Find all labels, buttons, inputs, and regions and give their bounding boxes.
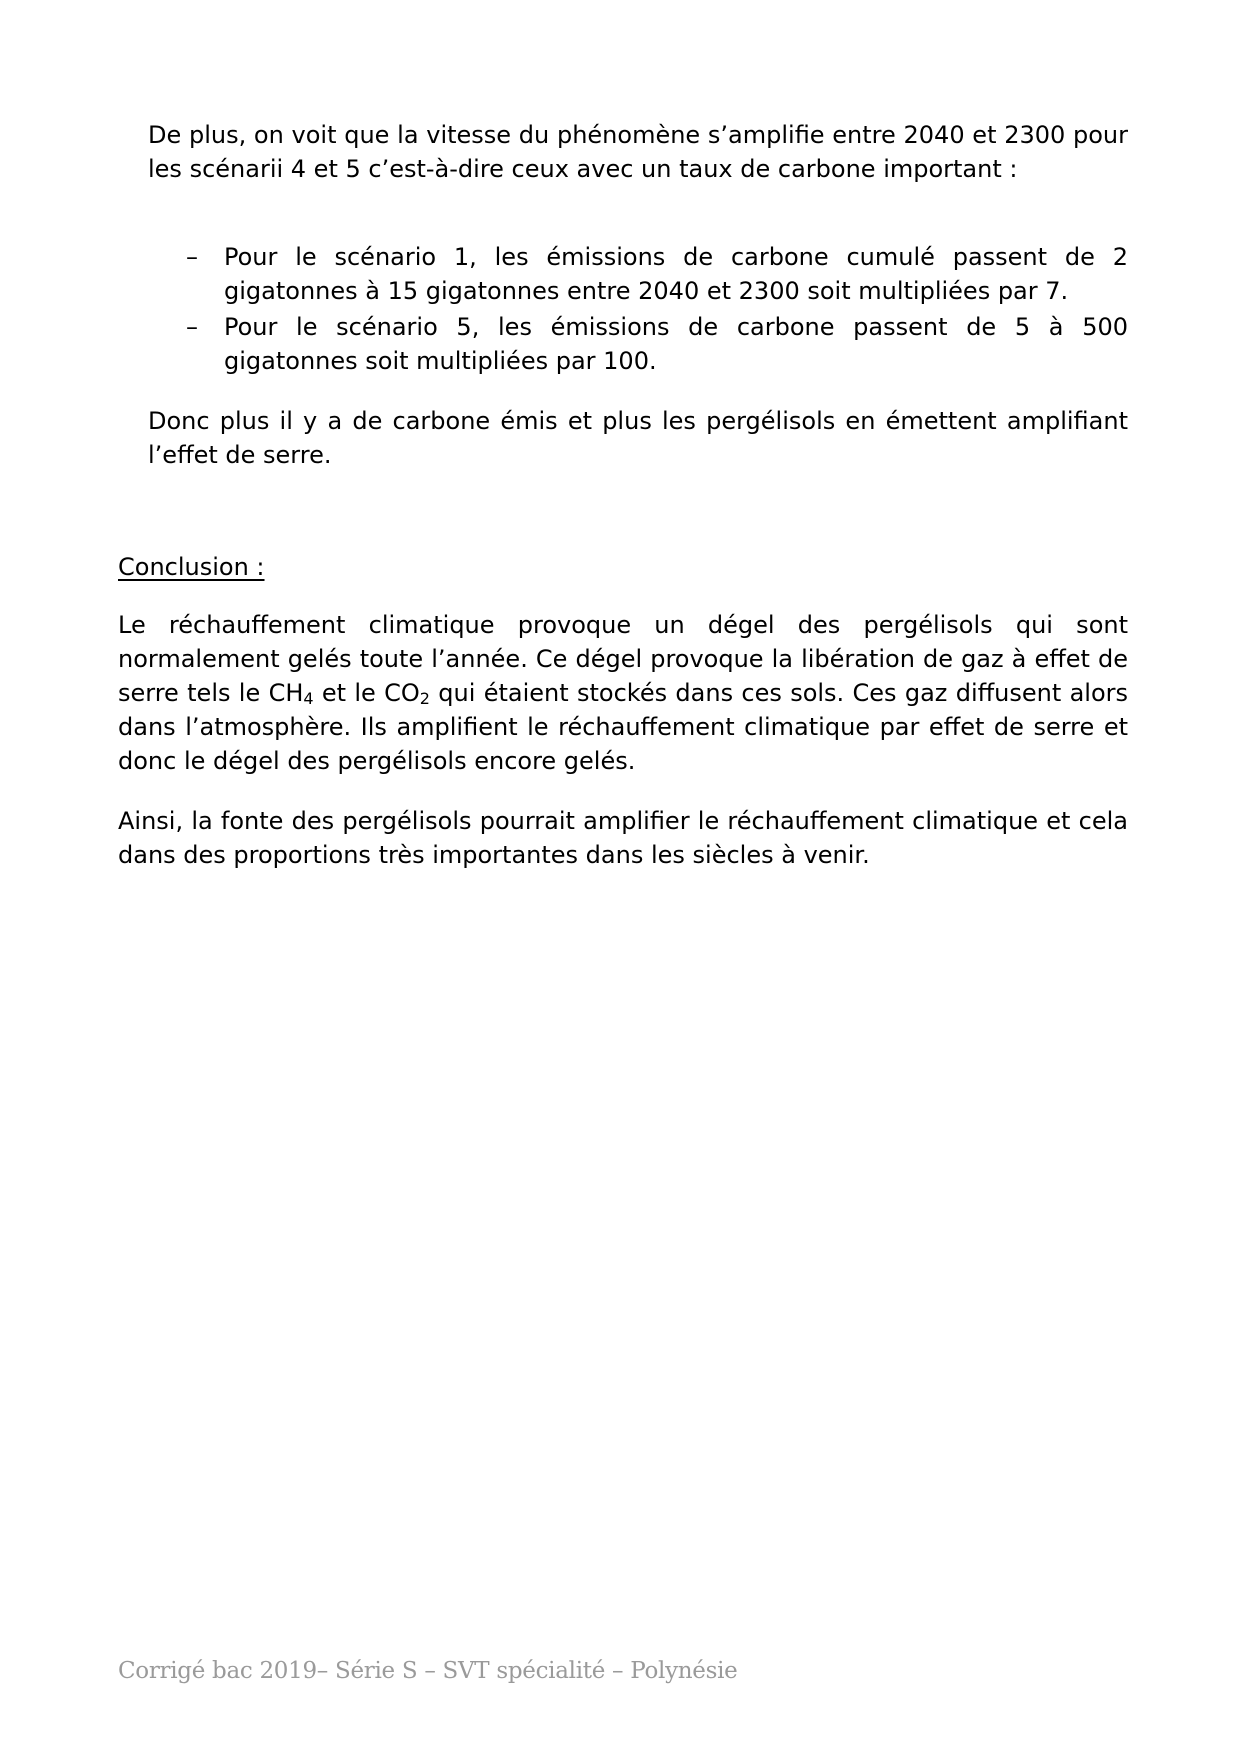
summary-paragraph: Donc plus il y a de carbone émis et plus les pergélisols en émettent amplifiant l’effet de serre.: [148, 407, 1128, 469]
final-paragraph: Ainsi, la fonte des pergélisols pourrait amplifier le réchauffement climatique et cela dans des proportions très importantes dans les siècles à venir.: [118, 807, 1128, 869]
conclusion-text-part2: et le CO: [313, 679, 420, 707]
dash-bullet: –: [186, 313, 198, 341]
list-item-text: Pour le scénario 1, les émissions de carbone cumulé passent de 2 gigatonnes à 15 gigatonnes entre 2040 et 2300 soit multipliées par 7.: [224, 243, 1128, 305]
scenario-list: [148, 240, 1128, 378]
ch4-subscript: 4: [303, 689, 314, 708]
list-item-text: Pour le scénario 5, les émissions de carbone passent de 5 à 500 gigatonnes soit multipliées par 100.: [224, 313, 1128, 375]
conclusion-paragraph: [118, 608, 1128, 778]
dash-bullet: –: [186, 243, 198, 271]
conclusion-heading: Conclusion :: [118, 553, 265, 581]
co2-subscript: 2: [419, 689, 430, 708]
page-footer: Corrigé bac 2019– Série S – SVT spécialité – Polynésie: [118, 1658, 738, 1684]
list-item: [148, 240, 1128, 308]
list-item: [148, 310, 1128, 378]
conclusion-text-part1: Le réchauffement climatique provoque un dégel des pergélisols qui sont normalement gelés toute l’année. Ce dégel provoque la libération de gaz à effet de serre tels le CH: [118, 611, 1128, 707]
conclusion-text-part3: qui étaient stockés dans ces sols. Ces gaz diffusent alors dans l’atmosphère. Ils amplifient le réchauffement climatique par effet de serre et donc le dégel des pergélisols encore gelés.: [118, 679, 1128, 775]
intro-paragraph: De plus, on voit que la vitesse du phénomène s’amplifie entre 2040 et 2300 pour les scénarii 4 et 5 c’est-à-dire ceux avec un taux de carbone important :: [148, 121, 1128, 183]
